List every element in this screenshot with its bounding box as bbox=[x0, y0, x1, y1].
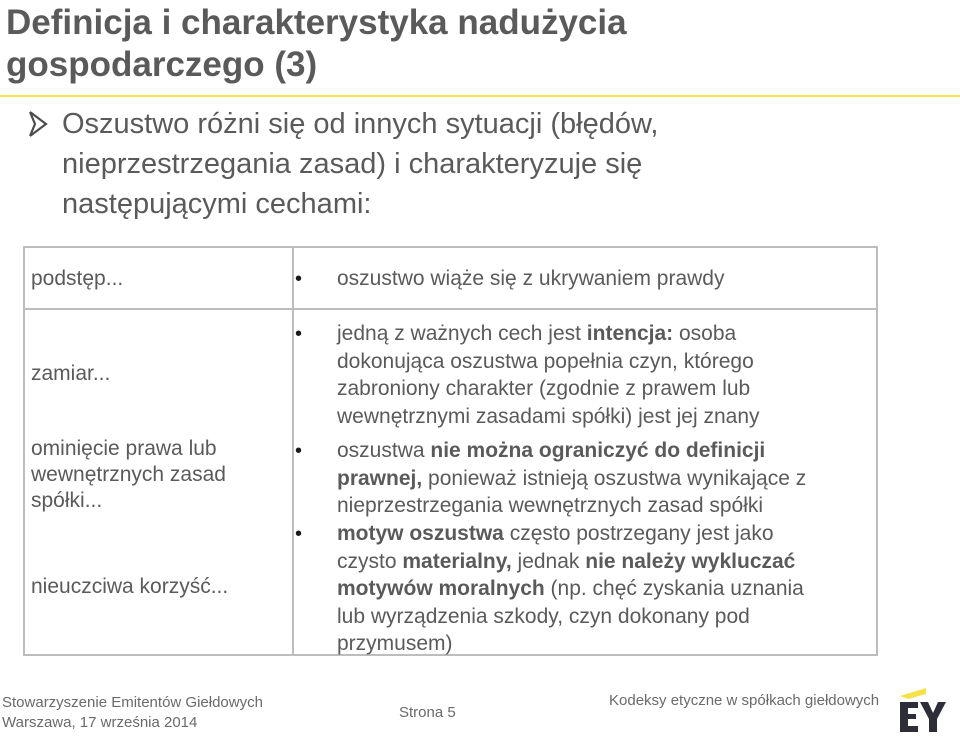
intro-line-2: nieprzestrzegania zasad) i charakteryzuje się bbox=[62, 148, 643, 180]
bullet-text: nieprzestrzegania wewnętrznych zasad spółki bbox=[337, 494, 764, 517]
bullet-bold-text: materialny, bbox=[402, 549, 512, 573]
bullet-icon: • bbox=[295, 440, 303, 462]
slide-title-line-2: gospodarczego (3) bbox=[6, 45, 318, 84]
footer-org-name: Stowarzyszenie Emitentów Giełdowych bbox=[2, 694, 263, 711]
bullet-text: oszustwa bbox=[337, 439, 431, 462]
bullet-icon: • bbox=[295, 523, 303, 545]
page-number: Strona 5 bbox=[399, 704, 456, 721]
bullet-motyw bbox=[337, 520, 867, 658]
footer-date: Warszawa, 17 września 2014 bbox=[2, 714, 198, 731]
footer-organization bbox=[2, 693, 302, 733]
bullet-icon: • bbox=[295, 268, 303, 290]
label-ominiecie-line-3: spółki... bbox=[31, 489, 103, 512]
arrow-bullet-icon bbox=[24, 104, 54, 144]
row1-text: oszustwo wiąże się z ukrywaniem prawdy bbox=[337, 267, 725, 290]
bullet-bold-text: motywów moralnych bbox=[337, 577, 545, 600]
footer-title: Kodeksy etyczne w spółkach giełdowych bbox=[609, 692, 880, 709]
characteristics-table bbox=[23, 246, 878, 656]
bullet-text: jednak bbox=[511, 549, 586, 573]
bullet-text: czysto bbox=[337, 549, 403, 573]
label-ominiecie-line-2: wewnętrznych zasad bbox=[31, 463, 226, 486]
column-divider bbox=[292, 248, 294, 654]
slide-title bbox=[6, 2, 946, 86]
bullet-bold-text: nie można ograniczyć do definicji bbox=[430, 439, 766, 462]
bullet-bold-text: nie należy wykluczać bbox=[585, 549, 796, 573]
intro-line-1: Oszustwo różni się od innych sytuacji (błędów, bbox=[62, 108, 659, 140]
bullet-text: wewnętrznymi zasadami spółki) jest jej znany bbox=[337, 404, 760, 428]
label-ominiecie-line-1: ominięcie prawa lub bbox=[31, 437, 217, 460]
bullet-text: dokonująca oszustwa popełnia czyn, którego bbox=[337, 349, 754, 373]
ey-logo-icon bbox=[896, 686, 958, 734]
bullet-definicja bbox=[337, 437, 867, 520]
bullet-text: często postrzegany jest jako bbox=[503, 522, 774, 545]
bullet-text: przymusem) bbox=[337, 632, 453, 655]
label-zamiar: zamiar... bbox=[31, 362, 111, 385]
bullet-text: lub wyrządzenia szkody, czyn dokonany pod bbox=[337, 604, 750, 628]
label-nieuczciwa: nieuczciwa korzyść... bbox=[31, 575, 229, 598]
bullet-intencja bbox=[337, 320, 867, 430]
bullet-text: (np. chęć zyskania uznania bbox=[544, 577, 804, 600]
bullet-text: zabroniony charakter (zgodnie z prawem lub bbox=[337, 377, 751, 400]
bullet-text: osoba bbox=[673, 322, 737, 345]
bullet-bold-text: intencja: bbox=[586, 322, 674, 345]
title-divider bbox=[0, 95, 960, 97]
bullet-icon: • bbox=[295, 323, 303, 345]
bullet-text: jedną z ważnych cech jest bbox=[337, 322, 587, 345]
bullet-bold-text: prawnej, bbox=[337, 466, 423, 490]
slide-title-line-1: Definicja i charakterystyka nadużycia bbox=[6, 3, 627, 42]
bullet-bold-text: motyw oszustwa bbox=[337, 522, 504, 545]
label-ominiecie bbox=[31, 436, 286, 514]
intro-line-3: następującymi cechami: bbox=[62, 188, 372, 220]
label-podstep: podstęp... bbox=[31, 267, 124, 290]
bullet-text: ponieważ istnieją oszustwa wynikające z bbox=[422, 466, 807, 490]
